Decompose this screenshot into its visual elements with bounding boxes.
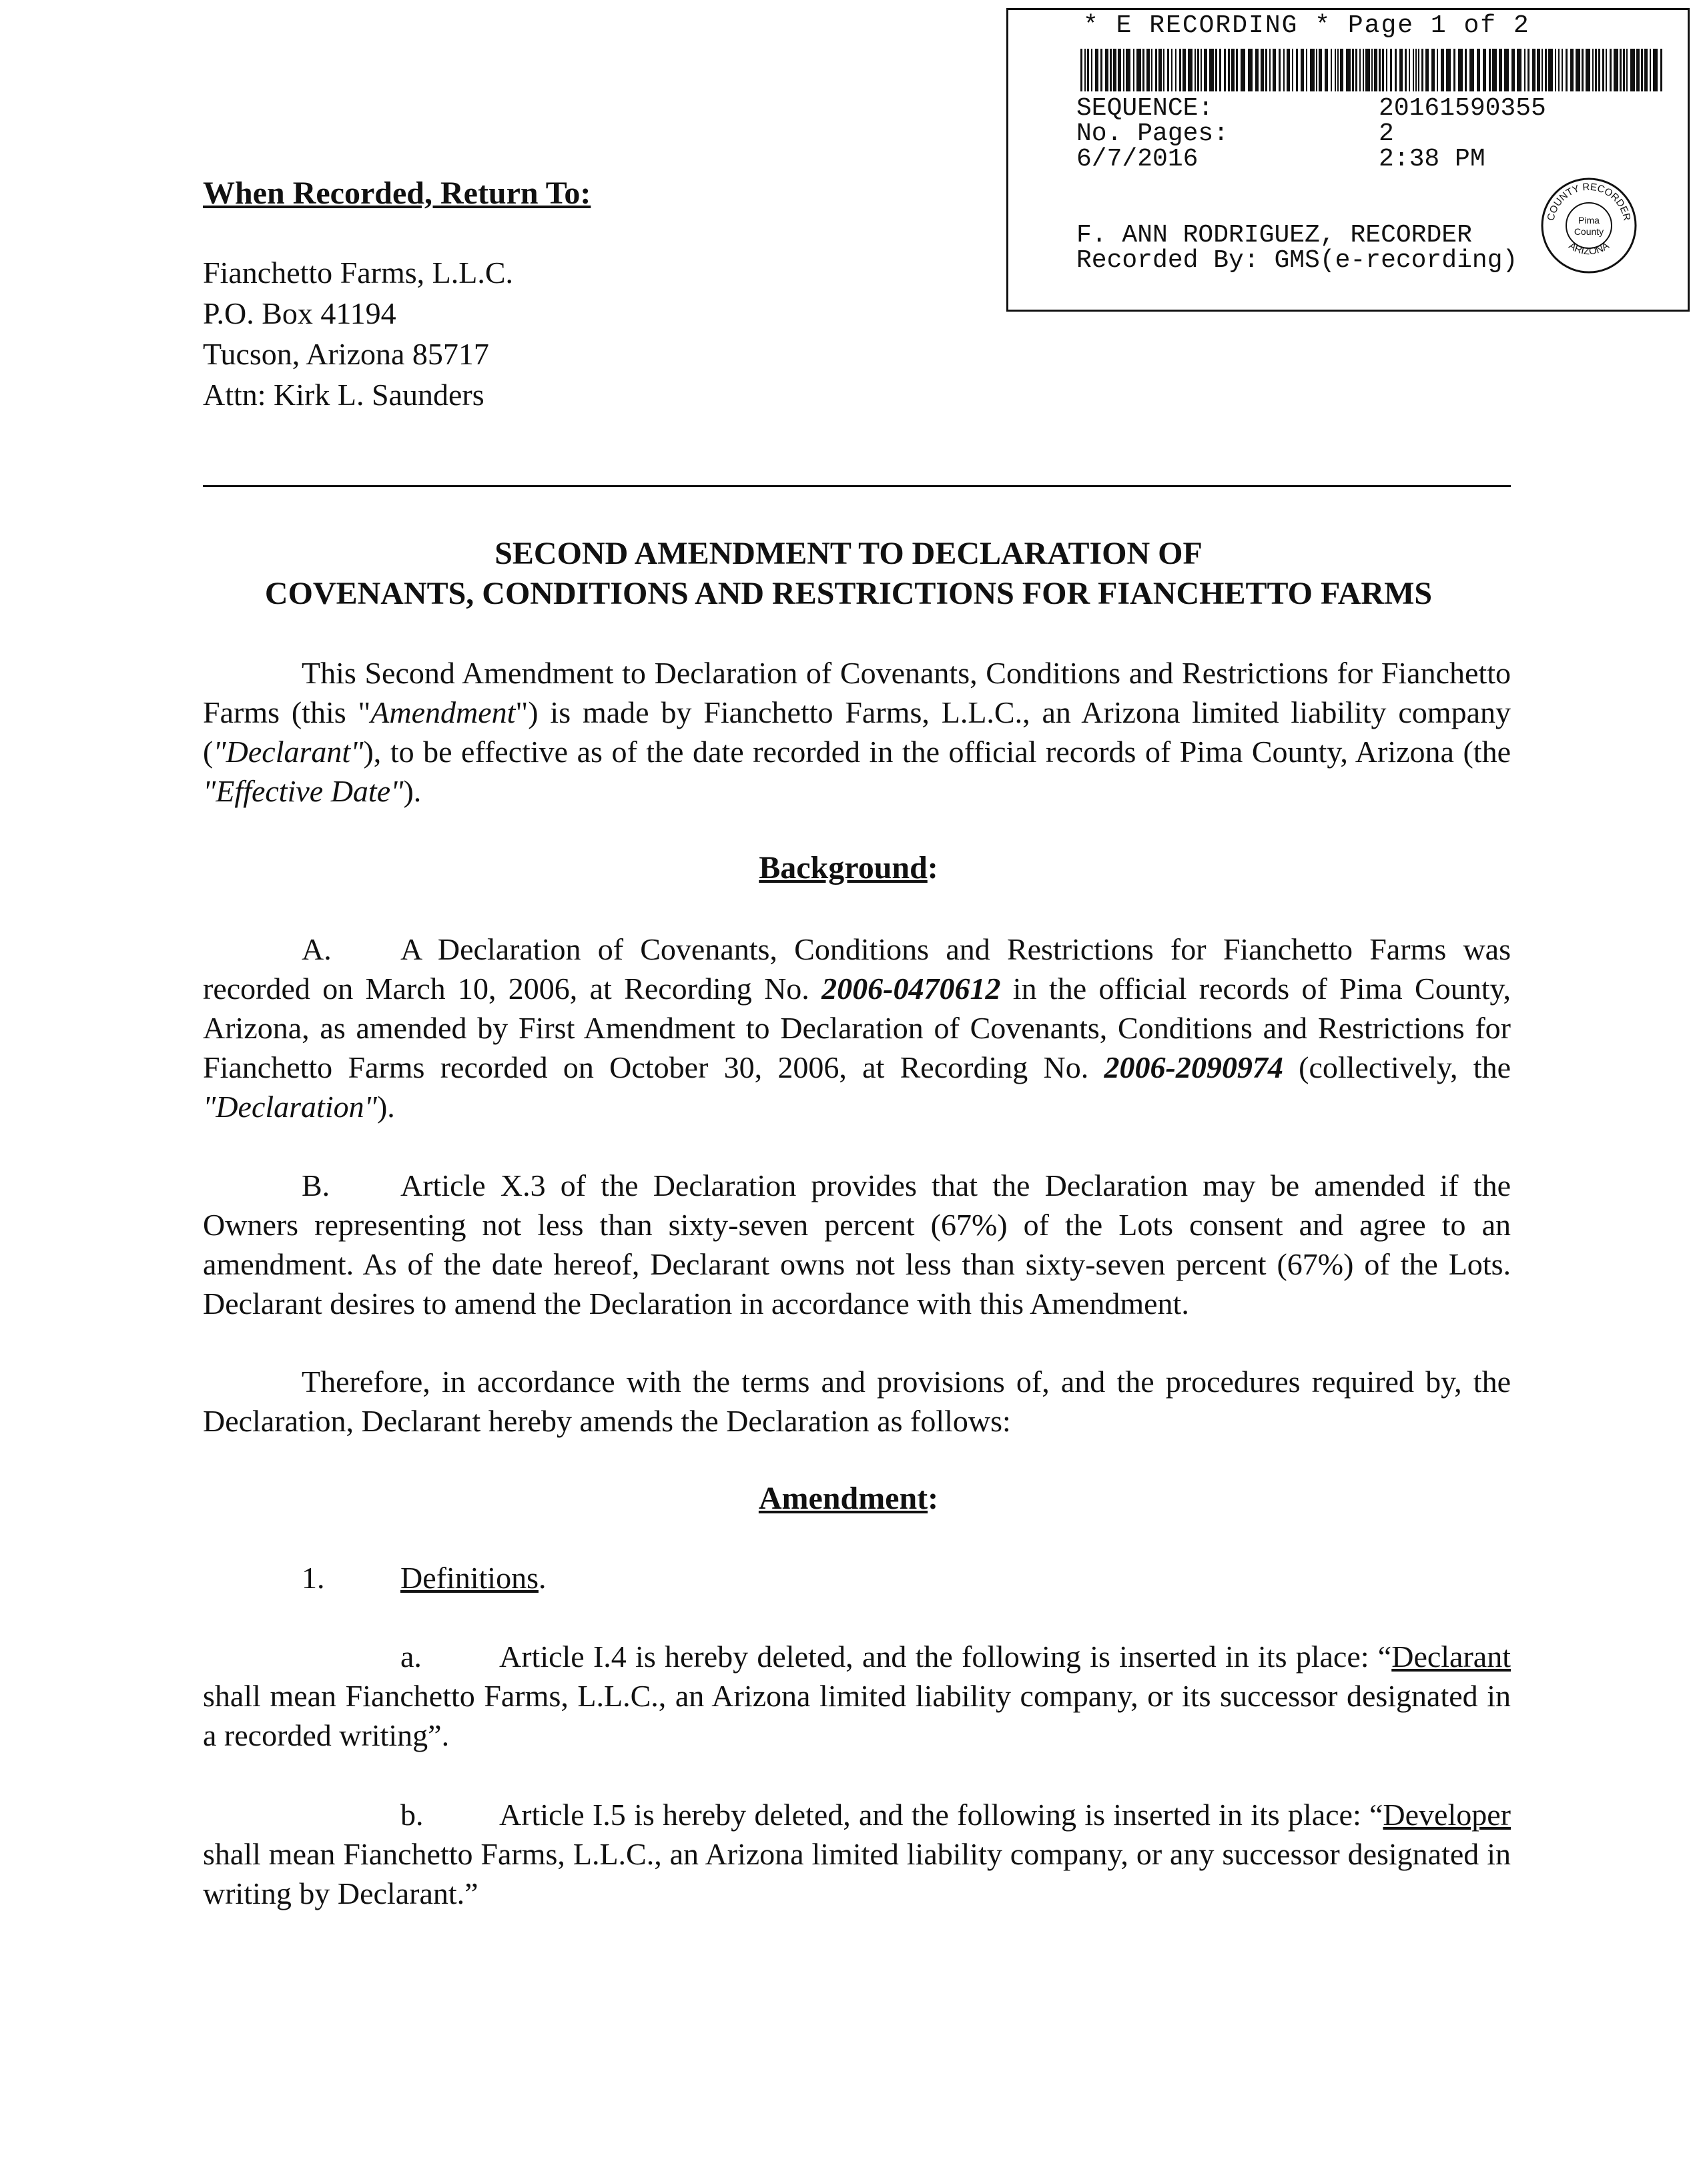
recital-b: B. Article X.3 of the Declaration provides that the Declaration may be amended if the Owners representing not less than sixty-seven percent (67%) of the Lots consent and agree to an amendment. As of the date hereof, Declarant owns not less than sixty-seven percent (67%) of the Lots. Declarant desires to amend the Declaration in accordance with this Amendment. [203,1166,1511,1323]
barcode-bar [1453,49,1455,91]
definition-b-label: b. [400,1798,424,1832]
seal-bottom-text: ARIZONA [1566,240,1612,258]
barcode-bar [1409,49,1410,91]
barcode-bar [1325,49,1328,91]
recording-stamp [1006,8,1690,312]
barcode-bar [1653,49,1658,91]
barcode-bar [1558,49,1560,91]
barcode-bar [1626,49,1628,91]
barcode-bar [1469,49,1474,91]
term-developer-definition: Developer [1383,1798,1511,1832]
barcode-bar [1155,49,1157,91]
barcode-bar [1650,49,1651,91]
term-amendment: Amendment [370,695,516,729]
barcode-bar [1562,49,1563,91]
barcode-bar [1346,49,1351,91]
return-to-heading: When Recorded, Return To: [203,175,591,211]
barcode-bar [1228,49,1230,91]
recording-number-2: 2006-2090974 [1104,1050,1283,1084]
barcode-bar [1477,49,1480,91]
barcode-bar [1269,49,1271,91]
recording-date: 6/7/2016 [1076,145,1199,173]
barcode-bar [1582,49,1584,91]
section-1-title: Definitions [400,1561,539,1595]
barcode-bar [1087,49,1089,91]
return-address [203,252,513,415]
barcode-bar [1195,49,1196,91]
barcode-bar [1418,49,1419,91]
barcode-bar [1542,49,1543,91]
barcode-bar [1204,49,1207,91]
horizontal-rule [203,485,1511,487]
barcode-bar [1528,49,1530,91]
barcode-bar [1437,49,1438,91]
barcode-bar [1126,49,1130,91]
barcode-bar [1566,49,1568,91]
barcode-bar [1623,49,1625,91]
barcode-bar [1197,49,1199,91]
barcode-bar [1296,49,1298,91]
barcode-bar [1458,49,1463,91]
section-1-label: 1. [302,1561,325,1595]
barcode-bar [1158,49,1162,91]
document-title-line-1: SECOND AMENDMENT TO DECLARATION OF [494,536,1203,571]
barcode-bar [1545,49,1547,91]
barcode-bar [1283,49,1285,91]
recording-time: 2:38 PM [1379,145,1485,173]
barcode-bar [1386,49,1387,91]
barcode-bar [1261,49,1264,91]
barcode-bar [1279,49,1281,91]
barcode-bar [1592,49,1594,91]
address-line: Fianchetto Farms, L.L.C. [203,256,514,290]
therefore-paragraph: Therefore, in accordance with the terms and provisions of, and the procedures required by, the Declaration, Declarant hereby amends the Declaration as follows: [203,1365,1511,1438]
sequence-label: SEQUENCE: [1076,94,1214,123]
barcode-bar [1136,49,1141,91]
barcode-bar [1511,49,1515,91]
barcode-bar [1179,49,1181,91]
barcode-bar [1532,49,1536,91]
barcode-bar [1636,49,1640,91]
barcode-bar [1248,49,1253,91]
county-seal-icon [1539,175,1639,276]
barcode-bar [1231,49,1235,91]
barcode-bar [1133,49,1134,91]
barcode-bar [1265,49,1267,91]
barcode-bar [1352,49,1354,91]
barcode-bar [1390,49,1392,91]
document-title-line-2: COVENANTS, CONDITIONS AND RESTRICTIONS FOR FIANCHETTO FARMS [264,576,1433,611]
pages-label: No. Pages: [1076,119,1229,148]
definition-b: b. Article I.5 is hereby deleted, and the following is inserted in its place: “Developer shall mean Fianchetto Farms, L.L.C., an Arizona limited liability company, or any successor designated in writing by Declarant.” [203,1795,1511,1913]
barcode-bar [1446,49,1451,91]
barcode-bar [1292,49,1293,91]
barcode-bar [1610,49,1612,91]
definition-a-label: a. [400,1640,422,1674]
sequence-value: 20161590355 [1379,94,1546,123]
address-line: P.O. Box 41194 [203,296,396,330]
barcode-bar [1371,49,1373,91]
recorded-by: Recorded By: GMS(e-recording) [1076,246,1518,275]
address-line: Attn: Kirk L. Saunders [203,378,484,412]
barcode-bar [1492,49,1497,91]
stamp-header: * E RECORDING * Page 1 of 2 [1083,11,1530,40]
barcode-bar [1340,49,1343,91]
recital-a: A. A Declaration of Covenants, Conditions and Restrictions for Fianchetto Farms was recorded on March 10, 2006, at Recording No. 2006-0470612 in the official records of Pima County, Arizona, as amended by First Amendment to Declaration of Covenants, Conditions and Restrictions for Fianchetto Farms recorded on October 30, 2006, at Recording No. 2006-2090974 (collectively, the "Declaration"). [203,930,1511,1126]
barcode-bar [1110,49,1112,91]
barcode-bar [1355,49,1357,91]
barcode-bar [1146,49,1150,91]
barcode-bar [1273,49,1276,91]
barcode-bar [1504,49,1509,91]
section-1-heading: 1. Definitions. [302,1558,1511,1597]
barcode-bar [1335,49,1336,91]
pages-value: 2 [1379,119,1394,148]
barcode-bar [1123,49,1124,91]
barcode-bar [1660,49,1662,91]
barcode-bar [1241,49,1245,91]
barcode-bar [1489,49,1491,91]
barcode-bar [1113,49,1116,91]
barcode-bar [1316,49,1317,91]
barcode-bar [1644,49,1648,91]
term-effective-date: "Effective Date" [203,774,404,808]
barcode-bar [1576,49,1580,91]
barcode-bar [1188,49,1193,91]
barcode-bar [1524,49,1525,91]
barcode-bar [1499,49,1502,91]
background-heading: Background: [759,850,938,885]
barcode-bar [1100,49,1102,91]
recital-b-label: B. [302,1168,330,1202]
barcode-bar [1287,49,1290,91]
barcode-bar [1602,49,1604,91]
barcode-bar [1080,49,1082,91]
barcode-bar [1301,49,1304,91]
barcode-bar [1399,49,1403,91]
intro-paragraph: This Second Amendment to Declaration of Covenants, Conditions and Restrictions for Fianchetto Farms (this "Amendment") is made by Fianchetto Farms, L.L.C., an Arizona limited liability company ("Declarant"), to be effective as of the date recorded in the official records of Pima County, Arizona (the "Effective Date"). [203,656,1511,808]
barcode-bar [1219,49,1221,91]
barcode-bar [1310,49,1315,91]
barcode [1080,49,1668,91]
term-declarant-definition: Declarant [1391,1640,1511,1674]
barcode-bar [1465,49,1467,91]
barcode-bar [1483,49,1486,91]
barcode-bar [1379,49,1381,91]
barcode-bar [1359,49,1361,91]
barcode-bar [1084,49,1086,91]
barcode-bar [1236,49,1238,91]
barcode-bar [1118,49,1121,91]
barcode-bar [1363,49,1364,91]
barcode-bar [1091,49,1092,91]
seal-center-2: County [1574,226,1604,237]
barcode-bar [1142,49,1144,91]
barcode-bar [1395,49,1397,91]
barcode-bar [1167,49,1169,91]
definition-a: a. Article I.4 is hereby deleted, and the following is inserted in its place: “Declarant shall mean Fianchetto Farms, L.L.C., an Arizona limited liability company, or its successor designated in a recorded writing”. [203,1637,1511,1755]
term-declarant: "Declarant" [213,735,364,769]
barcode-bar [1555,49,1556,91]
barcode-bar [1224,49,1226,91]
barcode-bar [1365,49,1370,91]
term-declaration: "Declaration" [203,1090,377,1124]
barcode-bar [1201,49,1202,91]
barcode-bar [1182,49,1186,91]
barcode-bar [1441,49,1444,91]
barcode-bar [1175,49,1176,91]
barcode-bar [1431,49,1435,91]
barcode-bar [1537,49,1540,91]
barcode-bar [1151,49,1152,91]
barcode-bar [1331,49,1332,91]
barcode-bar [1425,49,1429,91]
barcode-bar [1413,49,1414,91]
barcode-bar [1163,49,1164,91]
barcode-bar [1382,49,1384,91]
recording-number-1: 2006-0470612 [821,972,1001,1006]
amendment-heading: Amendment: [758,1481,939,1516]
barcode-bar [1548,49,1553,91]
barcode-bar [1306,49,1307,91]
barcode-bar [1570,49,1574,91]
address-line: Tucson, Arizona 85717 [203,337,489,371]
barcode-bar [1374,49,1377,91]
barcode-bar [1171,49,1172,91]
barcode-bar [1405,49,1407,91]
barcode-bar [1319,49,1322,91]
seal-center-1: Pima [1578,215,1600,226]
barcode-bar [1421,49,1423,91]
barcode-bar [1105,49,1108,91]
barcode-bar [1215,49,1217,91]
barcode-bar [1415,49,1417,91]
barcode-bar [1614,49,1618,91]
recital-a-label: A. [302,932,332,966]
barcode-bar [1209,49,1214,91]
recorder-name: F. ANN RODRIGUEZ, RECORDER [1076,221,1472,250]
barcode-bar [1517,49,1521,91]
barcode-bar [1255,49,1259,91]
barcode-bar [1598,49,1600,91]
barcode-bar [1095,49,1098,91]
barcode-bar [1337,49,1339,91]
barcode-bar [1586,49,1590,91]
barcode-bar [1595,49,1597,91]
svg-text:ARIZONA [1567,240,1612,258]
barcode-bar [1606,49,1607,91]
barcode-bar [1620,49,1622,91]
barcode-bar [1630,49,1635,91]
barcode-bar [1641,49,1643,91]
seal-top-text: COUNTY RECORDER [1545,181,1633,222]
